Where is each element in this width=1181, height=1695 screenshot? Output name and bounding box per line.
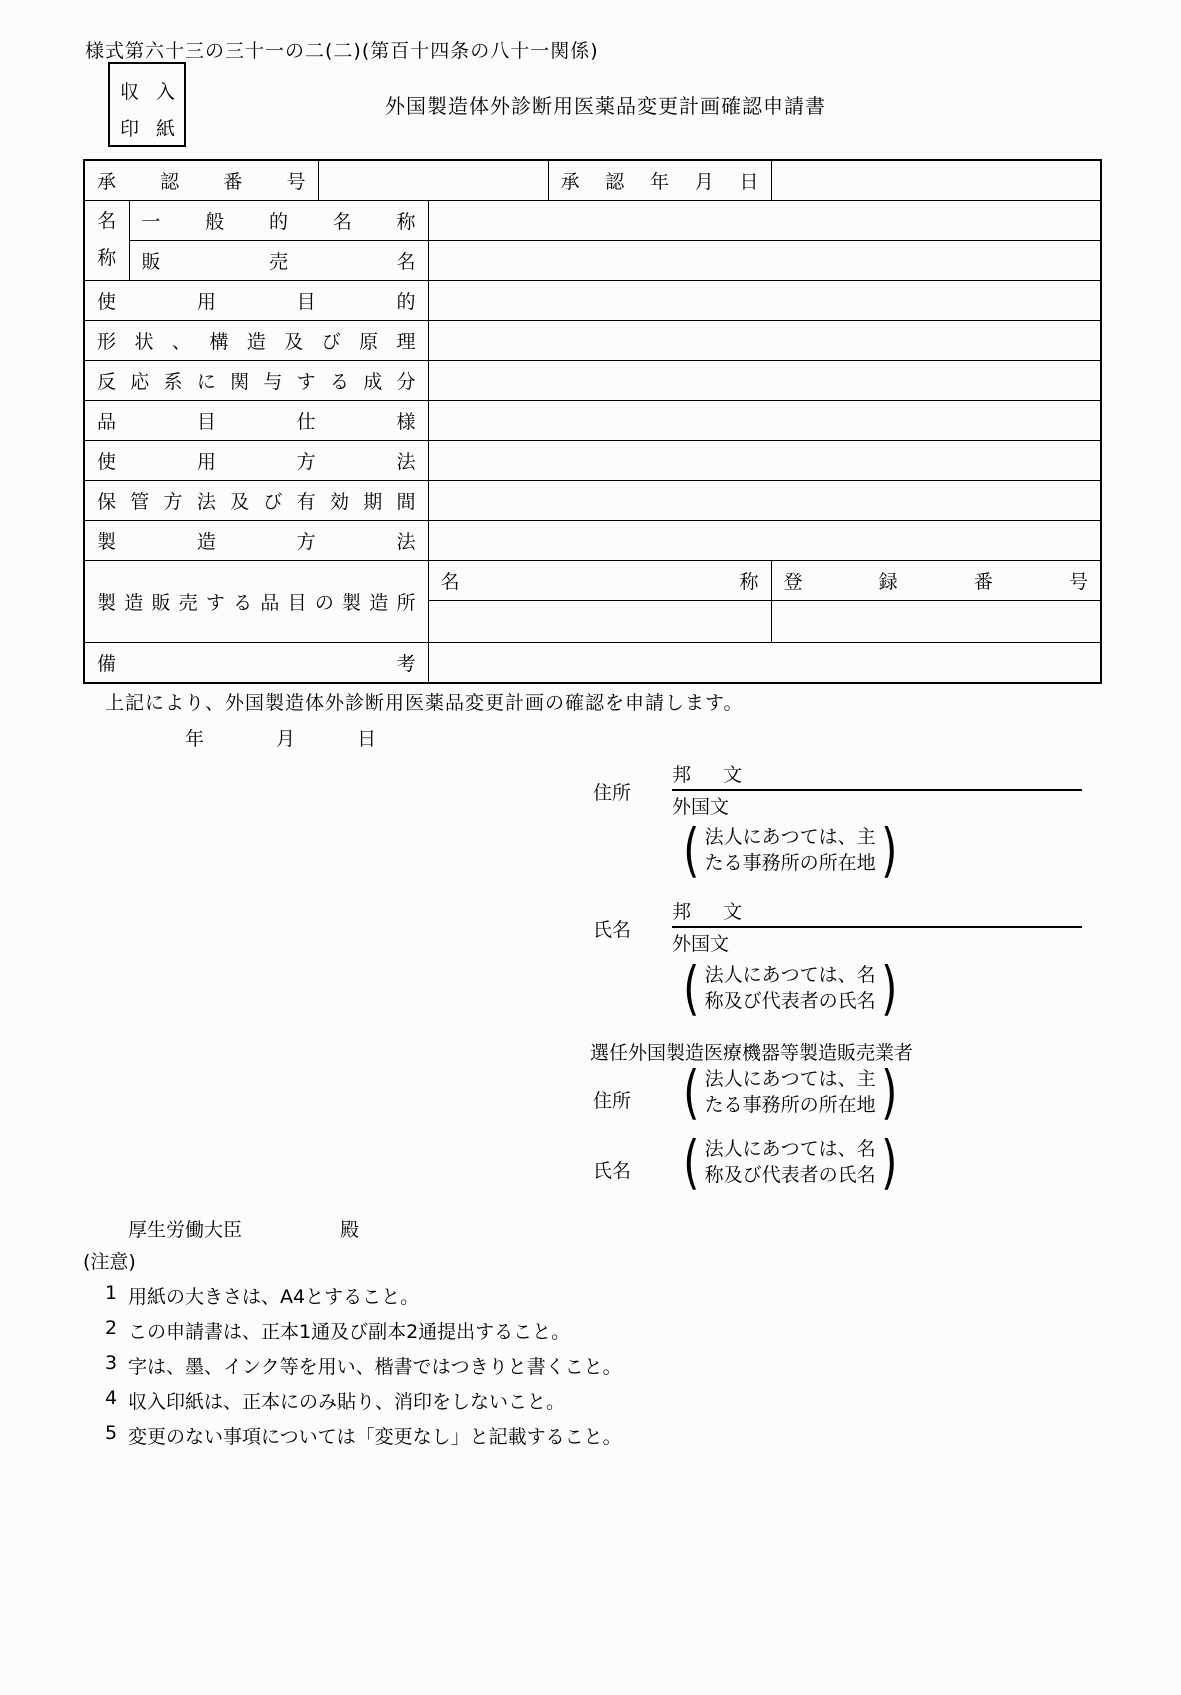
agent-address-label: 住所 xyxy=(593,1090,632,1112)
foreign-text-label: 外国文 xyxy=(672,933,730,955)
intended-use-label: 使用目的 xyxy=(97,290,416,313)
intended-use-label-cell xyxy=(84,280,428,320)
applicant-address-note xyxy=(680,816,900,884)
site-registration-header-cell xyxy=(771,560,1101,600)
usage-method-label: 使用方法 xyxy=(97,450,416,473)
foreign-text-label: 外国文 xyxy=(672,796,730,818)
name-group-label-cell xyxy=(84,200,129,280)
note-text: 変更のない事項については「変更なし」と記載すること。 xyxy=(128,1426,622,1448)
open-paren: ( xyxy=(683,954,700,1022)
brand-name-label: 販売名 xyxy=(141,250,416,273)
manufacturing-sites-label-cell xyxy=(84,560,428,642)
note-item xyxy=(105,1422,622,1457)
row-manufacturing-method xyxy=(84,520,1101,560)
note-number: 4 xyxy=(105,1387,118,1409)
agent-name-note xyxy=(680,1128,900,1196)
agent-name-note-line1: 法人にあつては、名 xyxy=(704,1138,876,1160)
applicant-address-bilingual xyxy=(672,762,1084,820)
applicant-name-note-line2: 称及び代表者の氏名 xyxy=(704,990,876,1012)
note-item xyxy=(105,1352,622,1387)
approval-number-label: 承認番号 xyxy=(97,170,306,193)
minister-addressee: 厚生労働大臣 xyxy=(128,1219,243,1241)
note-number: 2 xyxy=(105,1317,118,1339)
note-text: この申請書は、正本1通及び副本2通提出すること。 xyxy=(128,1321,571,1343)
date-month-label: 月 xyxy=(276,728,296,750)
row-manufacturing-sites-header xyxy=(84,560,1101,600)
note-number: 5 xyxy=(105,1422,118,1444)
manufacturing-method-label: 製造方法 xyxy=(97,530,416,553)
row-usage-method xyxy=(84,440,1101,480)
row-brand-name xyxy=(84,240,1101,280)
general-name-value-cell xyxy=(428,200,1101,240)
close-paren: ) xyxy=(880,1058,898,1126)
applicant-name-note-line1: 法人にあつては、名 xyxy=(704,964,876,986)
open-paren: ( xyxy=(683,1058,700,1126)
reaction-components-value-cell xyxy=(428,360,1101,400)
applicant-name-label: 氏名 xyxy=(593,919,632,941)
row-shape-structure xyxy=(84,320,1101,360)
applicant-name-japanese-line xyxy=(672,899,1082,928)
approval-date-label: 承認年月日 xyxy=(560,170,759,193)
row-storage xyxy=(84,480,1101,520)
minister-honorific: 殿 xyxy=(340,1219,360,1241)
revenue-stamp-line2: 印紙 xyxy=(120,118,175,140)
note-item xyxy=(105,1317,622,1352)
approval-date-value-cell xyxy=(771,160,1101,200)
shape-structure-value-cell xyxy=(428,320,1101,360)
note-text: 字は、墨、インク等を用い、楷書ではつきりと書くこと。 xyxy=(128,1356,622,1378)
name-group-label: 名称 xyxy=(97,210,117,269)
reaction-components-label: 反応系に関与する成分 xyxy=(97,370,416,393)
row-item-specification xyxy=(84,400,1101,440)
manufacturing-sites-label: 製造販売する品目の製造所 xyxy=(97,591,416,614)
designated-agent-heading: 選任外国製造医療機器等製造販売業者 xyxy=(590,1042,914,1064)
remarks-label-cell xyxy=(84,642,428,683)
shape-structure-label: 形状、構造及び原理 xyxy=(97,330,416,353)
site-name-header-cell xyxy=(428,560,771,600)
row-remarks xyxy=(84,642,1101,683)
revenue-stamp-box xyxy=(108,62,186,147)
date-line xyxy=(185,724,376,751)
site-registration-value-cell xyxy=(771,600,1101,642)
note-item xyxy=(105,1282,622,1317)
brand-name-label-cell xyxy=(129,240,428,280)
item-specification-value-cell xyxy=(428,400,1101,440)
japanese-text-label: 邦文 xyxy=(672,901,742,923)
row-approval xyxy=(84,160,1101,200)
minister-line xyxy=(128,1215,359,1242)
general-name-label-cell xyxy=(129,200,428,240)
revenue-stamp-line1: 収入 xyxy=(120,81,175,103)
manufacturing-method-value-cell xyxy=(428,520,1101,560)
notes-heading: (注意) xyxy=(83,1251,136,1273)
row-general-name xyxy=(84,200,1101,240)
notes-list xyxy=(105,1282,622,1457)
note-item xyxy=(105,1387,622,1422)
open-paren: ( xyxy=(683,1128,700,1196)
remarks-value-cell xyxy=(428,642,1101,683)
applicant-address-japanese-line xyxy=(672,762,1082,791)
applicant-address-note-line1: 法人にあつては、主 xyxy=(704,826,876,848)
applicant-address-note-line2: たる事務所の所在地 xyxy=(704,852,876,874)
brand-name-value-cell xyxy=(428,240,1101,280)
item-specification-label-cell xyxy=(84,400,428,440)
note-text: 用紙の大きさは、A4とすること。 xyxy=(128,1286,420,1308)
note-text: 収入印紙は、正本にのみ貼り、消印をしないこと。 xyxy=(128,1391,566,1413)
approval-number-value-cell xyxy=(318,160,548,200)
shape-structure-label-cell xyxy=(84,320,428,360)
applicant-name-note xyxy=(680,954,900,1022)
close-paren: ) xyxy=(880,816,898,884)
note-number: 3 xyxy=(105,1352,118,1374)
japanese-text-label: 邦文 xyxy=(672,764,742,786)
usage-method-label-cell xyxy=(84,440,428,480)
date-year-label: 年 xyxy=(185,728,205,750)
item-specification-label: 品目仕様 xyxy=(97,410,416,433)
close-paren: ) xyxy=(880,1128,898,1196)
manufacturing-method-label-cell xyxy=(84,520,428,560)
application-statement: 上記により、外国製造体外診断用医薬品変更計画の確認を申請します。 xyxy=(105,692,744,714)
reaction-components-label-cell xyxy=(84,360,428,400)
general-name-label: 一般的名称 xyxy=(141,210,416,233)
storage-value-cell xyxy=(428,480,1101,520)
site-registration-header: 登録番号 xyxy=(783,570,1089,593)
storage-label-cell xyxy=(84,480,428,520)
date-day-label: 日 xyxy=(357,728,377,750)
open-paren: ( xyxy=(683,816,700,884)
agent-address-note-line1: 法人にあつては、主 xyxy=(704,1068,876,1090)
agent-name-note-line2: 称及び代表者の氏名 xyxy=(704,1164,876,1186)
note-number: 1 xyxy=(105,1282,118,1304)
remarks-label: 備考 xyxy=(97,652,416,675)
application-form-table xyxy=(83,159,1102,684)
intended-use-value-cell xyxy=(428,280,1101,320)
agent-address-note-line2: たる事務所の所在地 xyxy=(704,1094,876,1116)
storage-label: 保管方法及び有効期間 xyxy=(97,490,416,513)
applicant-address-label: 住所 xyxy=(593,782,632,804)
document-title: 外国製造体外診断用医薬品変更計画確認申請書 xyxy=(385,94,826,118)
approval-date-label-cell xyxy=(548,160,771,200)
row-reaction-components xyxy=(84,360,1101,400)
agent-address-note xyxy=(680,1058,900,1126)
site-name-value-cell xyxy=(428,600,771,642)
approval-number-label-cell xyxy=(84,160,318,200)
form-number: 様式第六十三の三十一の二(二)(第百十四条の八十一関係) xyxy=(85,40,599,62)
close-paren: ) xyxy=(880,954,898,1022)
usage-method-value-cell xyxy=(428,440,1101,480)
agent-name-label: 氏名 xyxy=(593,1160,632,1182)
site-name-header: 名称 xyxy=(440,570,759,593)
row-intended-use xyxy=(84,280,1101,320)
applicant-name-bilingual xyxy=(672,899,1084,957)
